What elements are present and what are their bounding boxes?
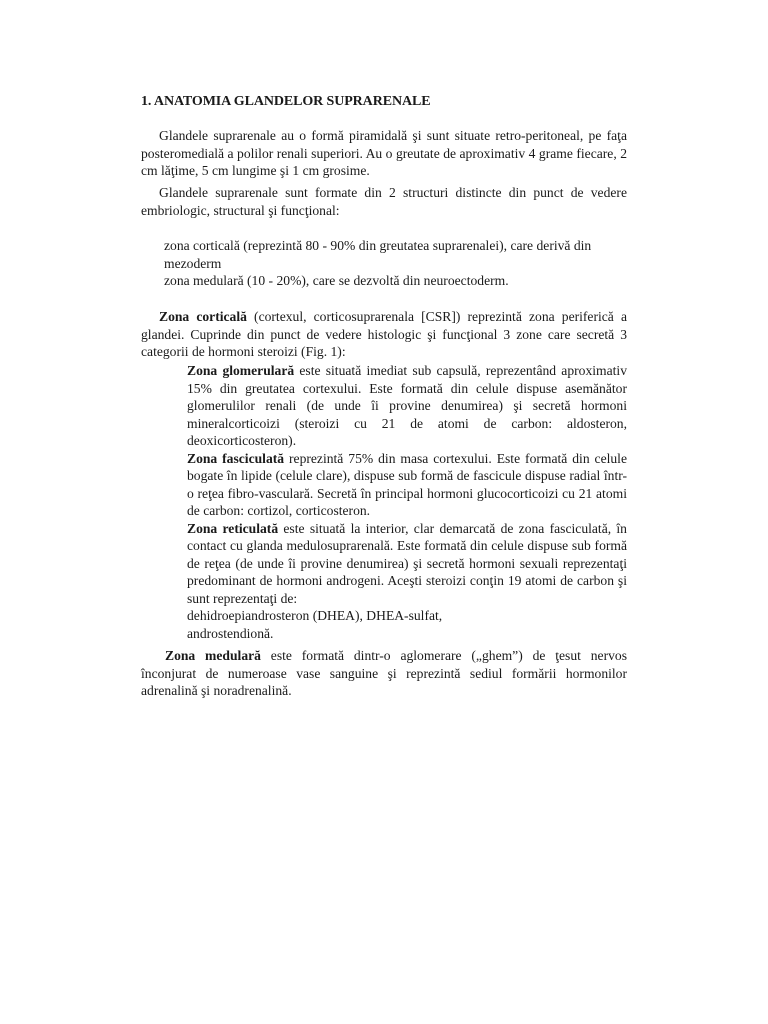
medullary-text: este formată dintr-o aglomerare („ghem”) de ţesut nervos înconjurat de numeroase vase sanguine şi reprezintă sediul formării hormonilor adrenalină şi noradrenalină. [141,648,627,698]
medullary-paragraph [141,647,627,700]
steroid-line: dehidroepiandrosteron (DHEA), DHEA-sulfat, [187,608,443,623]
reticular-steroids-lines [187,607,627,642]
glomerular-paragraph [187,362,627,450]
section-heading: 1. ANATOMIA GLANDELOR SUPRARENALE [141,94,431,109]
fascicular-title: Zona fasciculată [187,450,285,466]
fascicular-paragraph [187,450,627,520]
steroid-line: androstendionă. [187,625,274,641]
fascicular-text: reprezintă 75% din masa cortexului. Este formată din celule bogate în lipide (celule clare), dispuse sub formă de fascicule dispuse radial într-o reţea fibro-vasculară. Secretă în principal hormoni glucocorticoizi cu 21 atomi de carbon: cortizol, corticosteron. [187,450,627,518]
intro-paragraph-1: Glandele suprarenale au o formă piramidală şi sunt situate retro-peritoneal, pe faţa posteromedială a polilor renali superiori. Au o greutate de aproximativ 4 grame fiecare, 2 cm lăţime, 5 cm lungime şi 1 cm grosime. [141,128,627,178]
reticular-text: este situată la interior, clar demarcată de zona fasciculată, în contact cu glanda medulosuprarenală. Este formată din celule dispuse sub formă de reţea (de unde îi provine denumirea) şi secretă hormoni sexuali reprezentaţi predominant de hormoni androgeni. Aceşti steroizi conţin 19 atomi de carbon şi sunt reprezentaţi de: [187,520,627,606]
list-item: zona corticală (reprezintă 80 - 90% din greutatea suprarenalei), care derivă din mezoderm [164,238,592,271]
glomerular-text: este situată imediat sub capsulă, reprezentând aproximativ 15% din greutatea cortexului. Este formată din celule dispuse asemănător glomerulilor renali (de unde îi provine denumirea) şi secretă hormoni mineralcorticoizi (steroizi cu 21 de atomi de carbon: aldosteron, deoxicorticosteron). [187,363,627,448]
reticular-title: Zona reticulată [187,520,279,536]
list-item: zona medulară (10 - 20%), care se dezvoltă din neuroectoderm. [164,273,509,288]
intro-paragraph-2: Glandele suprarenale sunt formate din 2 structuri distincte din punct de vedere embriologic, structural şi funcţional: [141,185,627,218]
glomerular-title: Zona glomerulară [187,363,295,378]
zones-list [164,237,626,290]
cortical-title: Zona corticală [159,309,247,324]
cortical-paragraph [141,308,627,361]
cortical-text: (cortexul, corticosuprarenala [CSR]) reprezintă zona periferică a glandei. Cuprinde din punct de vedere histologic şi funcţional 3 zone care secretă 3 categorii de hormoni steroizi (Fig. 1): [141,309,627,359]
subzones-block [187,362,627,642]
reticular-paragraph [187,520,627,608]
medullary-title: Zona medulară [165,648,261,663]
